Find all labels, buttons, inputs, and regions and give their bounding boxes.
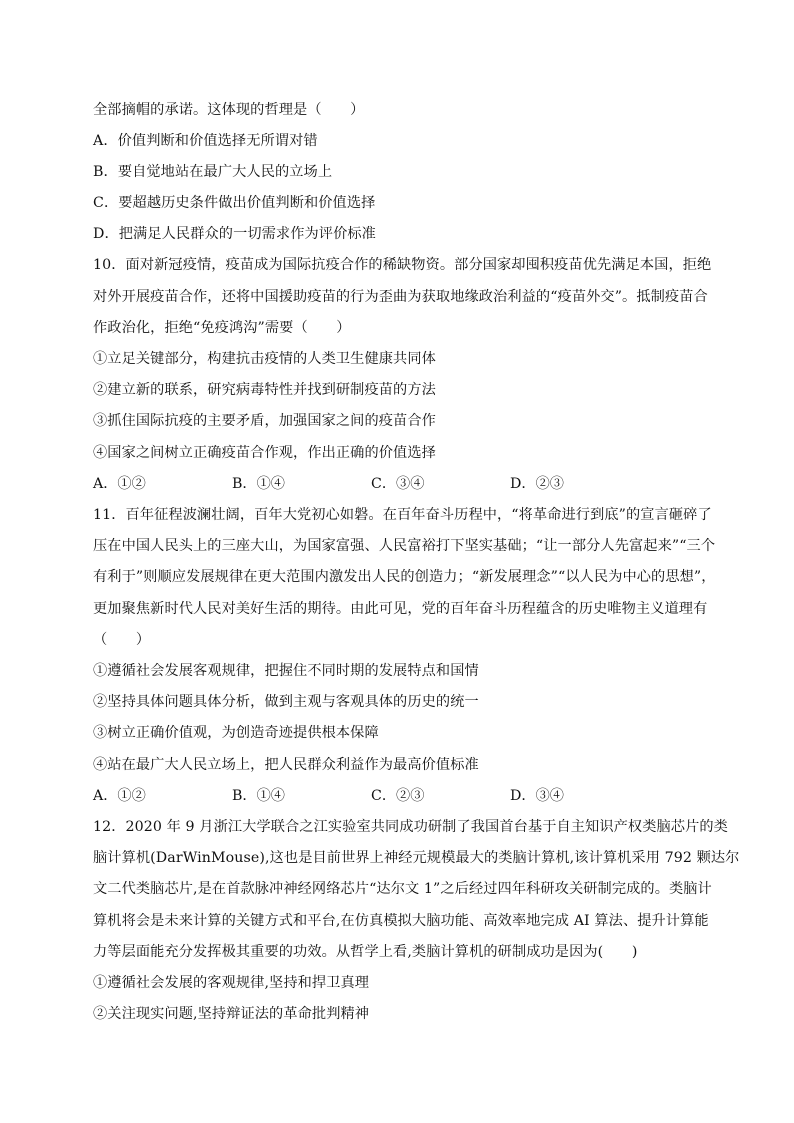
q12-statement-2: ②关注现实问题,坚持辩证法的革命批判精神 <box>93 1006 370 1022</box>
q9-option-b: B．要自觉地站在最广大人民的立场上 <box>93 164 333 180</box>
q10-stem-line-1: 10．面对新冠疫情，疫苗成为国际抗疫合作的稀缺物资。部分国家却囤积疫苗优先满足本国，拒绝 <box>93 257 712 273</box>
q11-option-a: A．①② <box>93 788 146 804</box>
q10-option-d: D．②③ <box>510 476 564 492</box>
q10-statement-2: ②建立新的联系，研究病毒特性并找到研制疫苗的方法 <box>93 382 436 398</box>
q11-option-d: D．③④ <box>510 788 564 804</box>
q11-statement-3: ③树立正确价值观，为创造奇迹提供根本保障 <box>93 725 379 741</box>
q12-stem-line-2: 脑计算机(DarWinMouse),这也是目前世界上神经元规模最大的类脑计算机,该计算机采用 792 颗达尔 <box>93 850 740 866</box>
q12-stem-line-5: 力等层面能充分发挥极其重要的功效。从哲学上看,类脑计算机的研制成功是因为( ) <box>93 944 638 960</box>
q10-statement-3: ③抓住国际抗疫的主要矛盾，加强国家之间的疫苗合作 <box>93 413 436 429</box>
q11-option-b: B．①④ <box>232 788 285 804</box>
q9-option-c: C．要超越历史条件做出价值判断和价值选择 <box>93 195 376 211</box>
q9-option-a: A．价值判断和价值选择无所谓对错 <box>93 133 318 149</box>
q10-option-a: A．①② <box>93 476 146 492</box>
q10-statement-1: ①立足关键部分，构建抗击疫情的人类卫生健康共同体 <box>93 351 436 367</box>
q12-statement-1: ①遵循社会发展的客观规律,坚持和捍卫真理 <box>93 975 370 991</box>
q12-stem-line-1: 12．2020 年 9 月浙江大学联合之江实验室共同成功研制了我国首台基于自主知识产权类脑芯片的类 <box>93 819 728 835</box>
q12-stem-line-3: 文二代类脑芯片,是在首款脉冲神经网络芯片“达尔文 1”之后经过四年科研攻关研制完成的。类脑计 <box>93 881 712 897</box>
q9-stem-end: 全部摘帽的承诺。这体现的哲理是（ ） <box>93 102 365 118</box>
q11-stem-line-4: 更加聚焦新时代人民对美好生活的期待。由此可见，党的百年奋斗历程蕴含的历史唯物主义道理有 <box>93 601 708 617</box>
q11-option-c: C．②③ <box>371 788 425 804</box>
q10-stem-line-2: 对外开展疫苗合作，还将中国援助疫苗的行为歪曲为获取地缘政治利益的“疫苗外交”。抵制疫苗合 <box>93 289 708 305</box>
q11-stem-line-2: 压在中国人民头上的三座大山，为国家富强、人民富裕打下坚实基础；“让一部分人先富起来”“三个 <box>93 538 716 554</box>
q11-stem-line-1: 11．百年征程波澜壮阔，百年大党初心如磐。在百年奋斗历程中，“将革命进行到底”的宣言砸碎了 <box>93 507 712 523</box>
q10-stem-line-3: 作政治化，拒绝“免疫鸿沟”需要（ ） <box>93 320 351 336</box>
q11-stem-line-3: 有利于”则顺应发展规律在更大范围内激发出人民的创造力；“新发展理念”“以人民为中心的思想”， <box>93 569 716 585</box>
q11-statement-2: ②坚持具体问题具体分析，做到主观与客观具体的历史的统一 <box>93 694 479 710</box>
q10-statement-4: ④国家之间树立正确疫苗合作观，作出正确的价值选择 <box>93 445 436 461</box>
q12-stem-line-4: 算机将会是未来计算的关键方式和平台,在仿真模拟大脑功能、高效率地完成 AI 算法、提升计算能 <box>93 913 709 929</box>
q11-statement-1: ①遵循社会发展客观规律，把握住不同时期的发展特点和国情 <box>93 663 479 679</box>
q10-option-c: C．③④ <box>371 476 425 492</box>
q10-option-b: B．①④ <box>232 476 285 492</box>
q11-statement-4: ④站在最广大人民立场上，把人民群众利益作为最高价值标准 <box>93 757 479 773</box>
q9-option-d: D．把满足人民群众的一切需求作为评价标准 <box>93 226 376 242</box>
q11-answer-blank: （ ） <box>93 632 151 648</box>
